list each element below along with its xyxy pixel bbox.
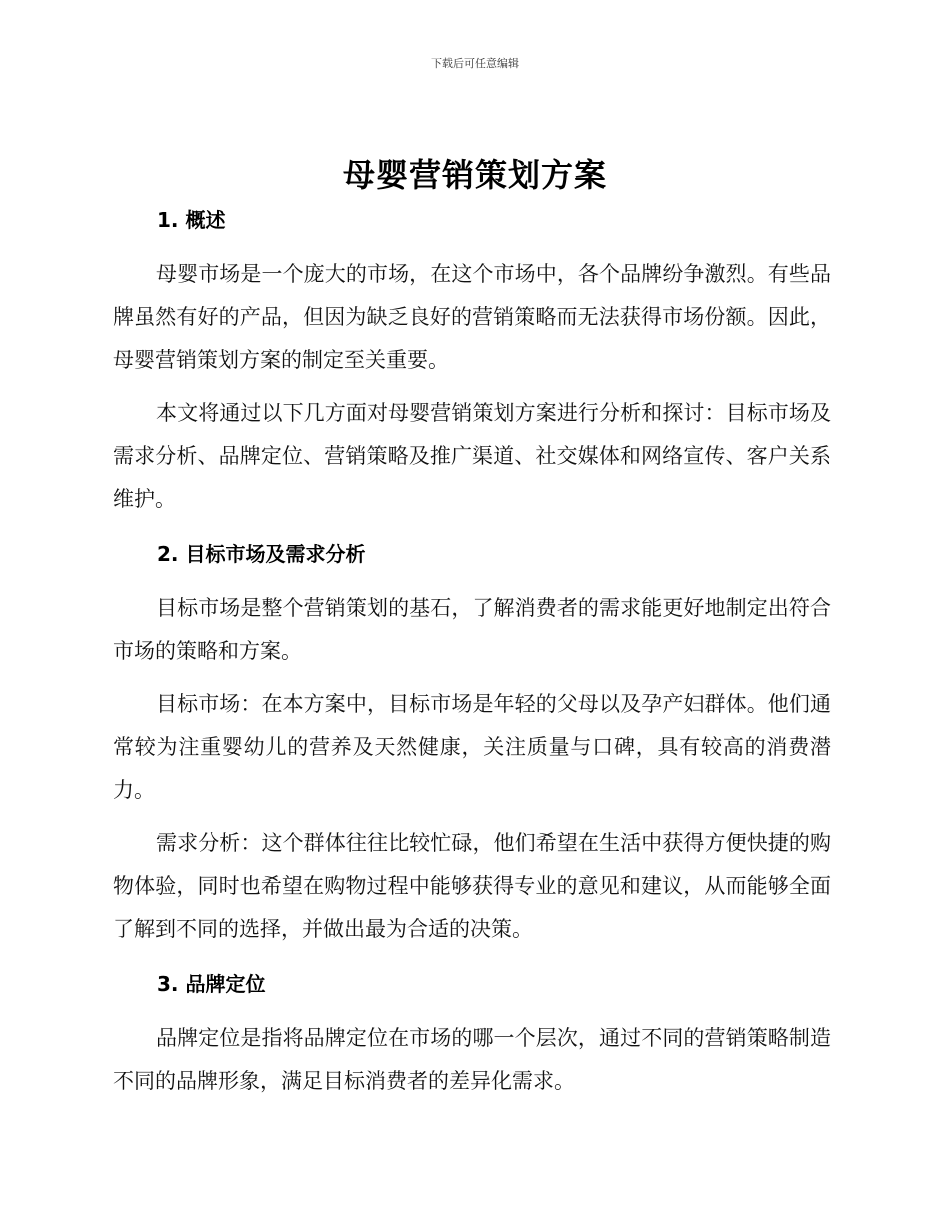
- document-body: [113, 205, 831, 1103]
- paragraph: 目标市场：在本方案中，目标市场是年轻的父母以及孕产妇群体。他们通常较为注重婴幼儿的营养及天然健康，关注质量与口碑，具有较高的消费潜力。: [113, 692, 831, 802]
- section-heading: 3. 品牌定位: [157, 972, 266, 996]
- paragraph: 本文将通过以下几方面对母婴营销策划方案进行分析和探讨：目标市场及需求分析、品牌定位、营销策略及推广渠道、社交媒体和网络宣传、客户关系维护。: [113, 401, 831, 511]
- paragraph: 母婴市场是一个庞大的市场，在这个市场中，各个品牌纷争激烈。有些品牌虽然有好的产品，但因为缺乏良好的营销策略而无法获得市场份额。因此，母婴营销策划方案的制定至关重要。: [113, 262, 831, 372]
- section-overview: [113, 205, 831, 521]
- section-heading: 1. 概述: [157, 208, 226, 232]
- section-target-market: [113, 539, 831, 951]
- paragraph: 需求分析：这个群体往往比较忙碌，他们希望在生活中获得方便快捷的购物体验，同时也希望在购物过程中能够获得专业的意见和建议，从而能够全面了解到不同的选择，并做出最为合适的决策。: [113, 831, 831, 941]
- document-title: 母婴营销策划方案: [342, 156, 607, 194]
- section-heading: 2. 目标市场及需求分析: [157, 542, 366, 566]
- header-note: 下载后可任意编辑: [431, 57, 519, 70]
- section-brand-positioning: [113, 969, 831, 1103]
- paragraph: 品牌定位是指将品牌定位在市场的哪一个层次，通过不同的营销策略制造不同的品牌形象，满足目标消费者的差异化需求。: [113, 1026, 831, 1093]
- paragraph: 目标市场是整个营销策划的基石，了解消费者的需求能更好地制定出符合市场的策略和方案。: [113, 596, 831, 663]
